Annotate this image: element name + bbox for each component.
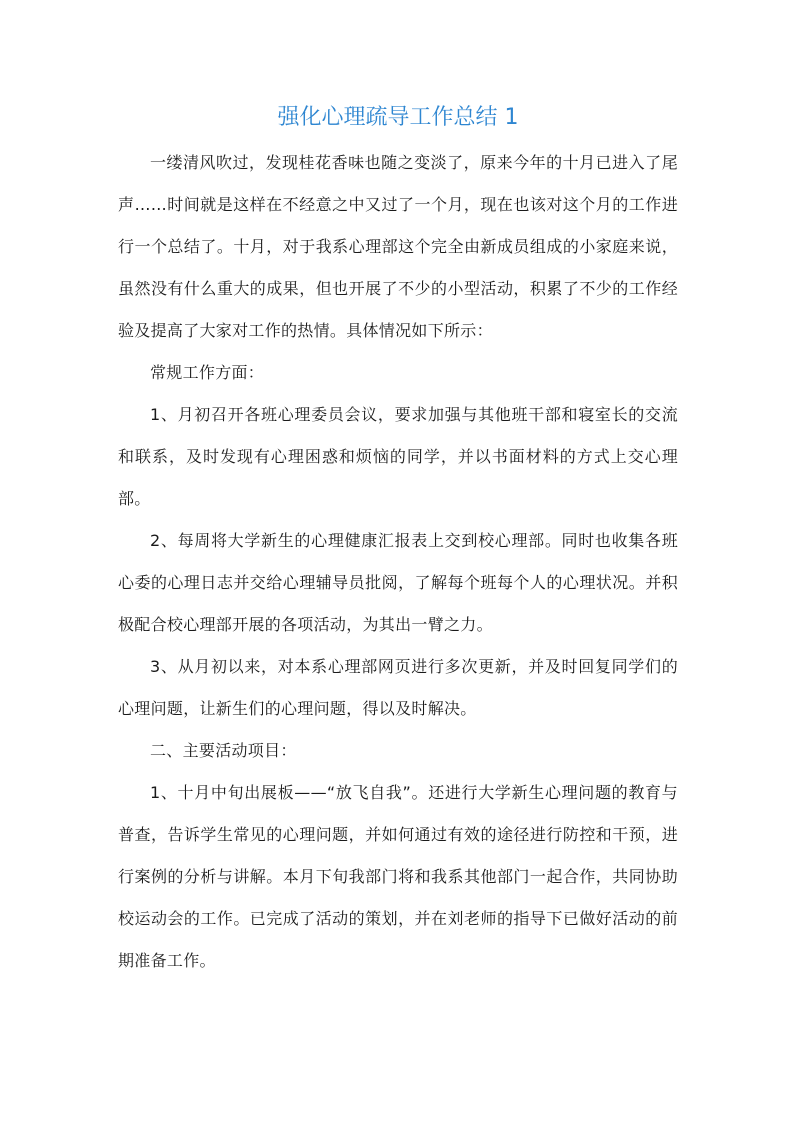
paragraph-routine-item-1: 1、月初召开各班心理委员会议，要求加强与其他班干部和寝室长的交流和联系，及时发现有心理困惑和烦恼的同学，并以书面材料的方式上交心理部。 xyxy=(118,405,678,508)
paragraph-activity-item-1: 1、十月中旬出展板——“放飞自我”。还进行大学新生心理问题的教育与普查，告诉学生常见的心理问题，并如何通过有效的途径进行防控和干预，进行案例的分析与讲解。本月下旬我部门将和我系其他部门一起合作，共同协助校运动会的工作。已完成了活动的策划，并在刘老师的指导下已做好活动的前期准备工作。 xyxy=(118,783,678,970)
paragraph-intro: 一缕清风吹过，发现桂花香味也随之变淡了，原来今年的十月已进入了尾声……时间就是这样在不经意之中又过了一个月，现在也该对这个月的工作进行一个总结了。十月，对于我系心理部这个完全由新成员组成的小家庭来说，虽然没有什么重大的成果，但也开展了不少的小型活动，积累了不少的工作经验及提高了大家对工作的热情。具体情况如下所示： xyxy=(118,153,678,340)
document-page xyxy=(118,98,678,982)
paragraph-routine-item-3: 3、从月初以来，对本系心理部网页进行多次更新，并及时回复同学们的心理问题，让新生们的心理问题，得以及时解决。 xyxy=(118,657,678,718)
paragraph-routine-item-2: 2、每周将大学新生的心理健康汇报表上交到校心理部。同时也收集各班心委的心理日志并交给心理辅导员批阅，了解每个班每个人的心理状况。并积极配合校心理部开展的各项活动，为其出一臂之力。 xyxy=(118,531,678,634)
paragraph-section-heading-routine: 常规工作方面： xyxy=(150,363,265,382)
paragraph-section-heading-activities: 二、主要活动项目： xyxy=(150,741,297,760)
document-title: 强化心理疏导工作总结 1 xyxy=(277,105,519,130)
